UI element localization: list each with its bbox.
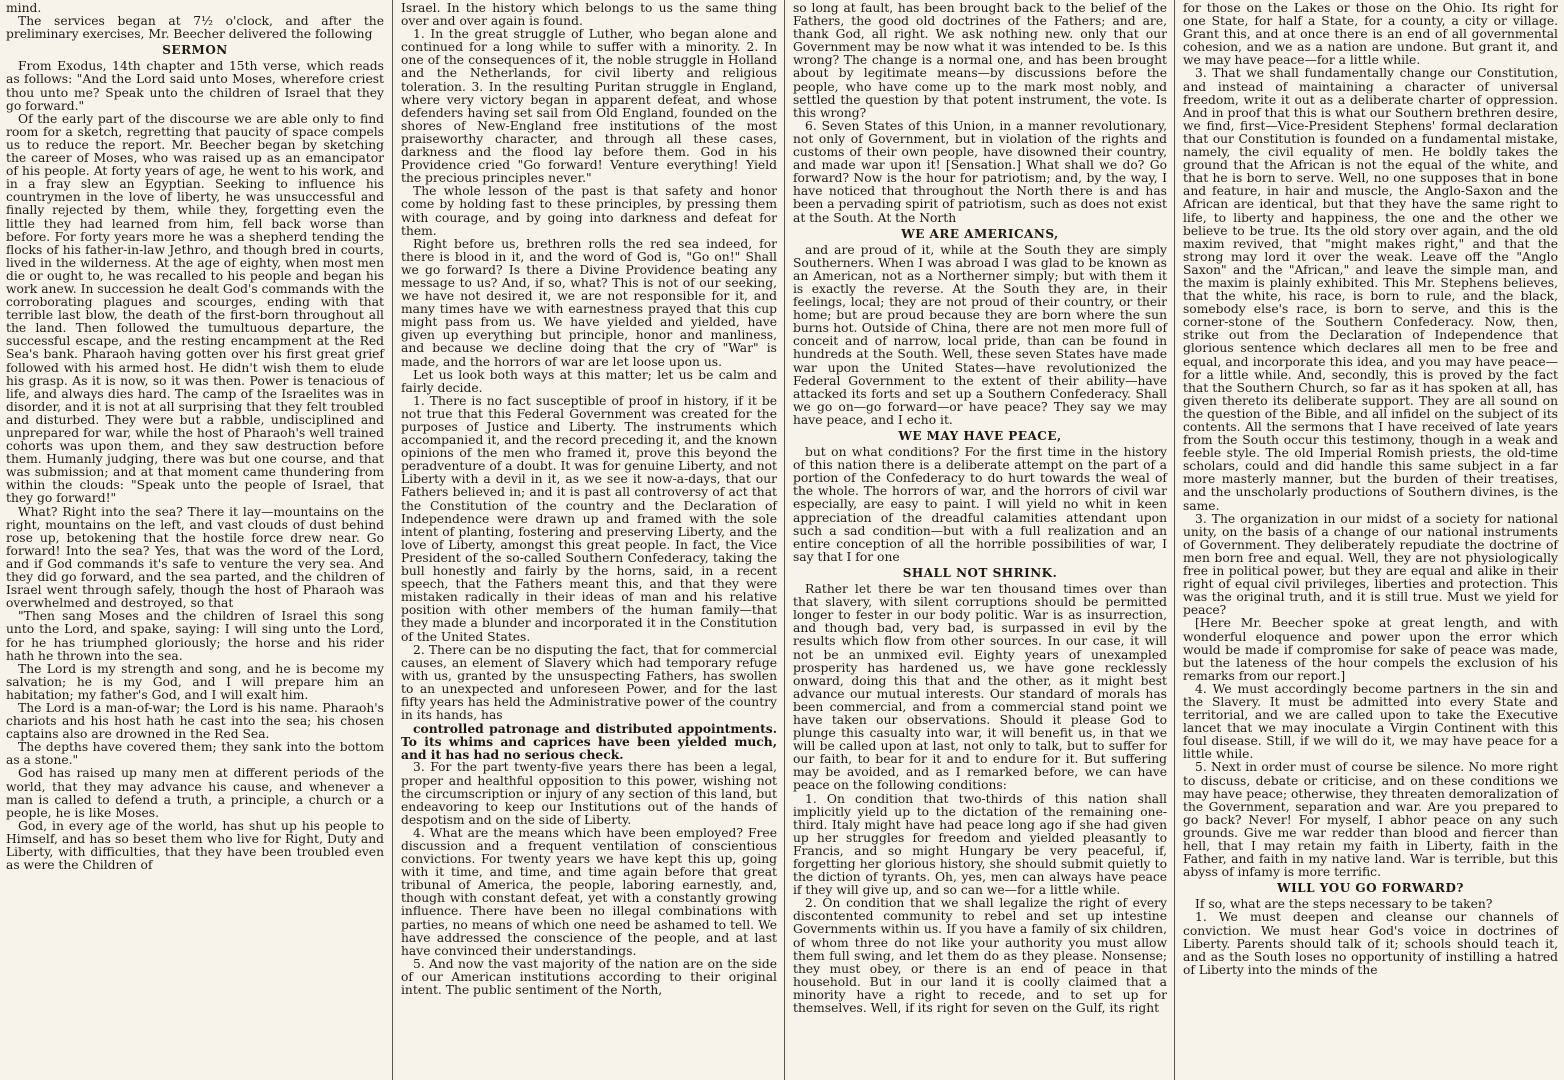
column-2 [395,0,783,1080]
paragraph: If so, what are the steps necessary to be taken? [1195,897,1493,912]
paragraph: God, in every age of the world, has shut up his people to Himself, and has so beset them who live for Right, Duty and Liberty, with difficulties, that they have been troubled even as were the Children of [6,818,384,873]
column-rule [784,0,785,1080]
paragraph: The depths have covered them; they sank into the bottom as a stone." [6,740,384,768]
section-heading: SHALL NOT SHRINK. [902,565,1058,580]
paragraph: The services began at 7½ o'clock, and after the preliminary exercises, Mr. Beecher delivered the following [6,14,384,42]
paragraph: 6. Seven States of this Union, in a manner revolutionary, not only of Government, but in violation of the rights and customs of their own people, have disowned their country, and made war upon it! [Sensation.] What shall we do? Go forward? Now is the hour for patriotism; and, by the way, I have noticed that throughout the North there is and has been a pervading spirit of patriotism, such as does not exist at the South. At the North [793,118,1167,225]
paragraph: 2. On condition that we shall legalize the right of every discontented community to rebel and set up intestine Governments within us. If you have a family of six children, of whom three do not like your authority you must allow them full swing, and let them do as they please. Nonsense; they must obey, or there is an end of peace in that household. But in our land it is coolly claimed that a minority have a right to recede, and to set up for themselves. Well, if its right for seven on the Gulf, its right [793,896,1167,1016]
paragraph: God has raised up many men at different periods of the world, that they may advance his cause, and whenever a man is called to defend a truth, a principle, a church or a people, he is like Moses. [6,766,384,820]
paragraph: 3. For the part twenty-five years there has been a legal, proper and healthful opposition to this power, wishing not the circumscription or injury of any section of this land, but endeavoring to keep our Institutions out of the hands of despotism and on the side of Liberty. [401,760,777,827]
paragraph: 5. And now the vast majority of the nation are on the side of our American institutions according to their original intent. The public sentiment of the North, [401,956,777,998]
paragraph: [Here Mr. Beecher spoke at great length, and with wonderful eloquence and power upon the error which would be made if compromise for sake of peace was made, but the lateness of the hour compels the exclusion of his remarks from our report.] [1183,616,1558,683]
paragraph: 1. There is no fact susceptible of proof in history, if it be not true that this Federal Government was created for the purposes of Justice and Liberty. The instruments which accompanied it, and the record preceding it, and the known opinions of the men who framed it, prove this beyond the peradventure of a doubt. It was for genuine Liberty, and not Liberty with a devil in it, as we see it now-a-days, that our Fathers believed in; and it is past all controversy of act that the Constitution of the country and the Declaration of Independence were drawn up and framed with the sole intent of planting, fostering and preserving Liberty, and the love of Liberty, amongst this great people. In fact, the Vice President of the so-called Southern Confederacy, taking the bull honestly and fairly by the horns, said, in a recent speech, that the Fathers meant this, and that they were mistaken radically in their ideas of man and his relative position with other members of the human family—that they made a blunder and incorporated it in the Constitution of the United States. [401,393,777,644]
section-heading: WE ARE AMERICANS, [901,226,1059,241]
paragraph: and are proud of it, while at the South they are simply Southerners. When I was abroad I was glad to be known as an American, not as a Northerner simply; but with them it is exactly the reverse. At the South they are, in their feelings, local; they are not proud of their country, or their home; but are proud because they are born where the sun burns hot. Outside of China, there are not men more full of conceit and of narrow, local pride, than can be found in hundreds at the South. Well, these seven States have made war upon the United States—have revolutionized the Federal Government to the extent of their ability—have attacked its forts and set up a Southern Confederacy. Shall we go on—go forward—or have peace? They say we may have peace, and I echo it. [793,242,1167,427]
section-heading: WE MAY HAVE PEACE, [898,429,1062,443]
paragraph: Let us look both ways at this matter; let us be calm and fairly decide. [401,367,777,395]
paragraph: 1. On condition that two-thirds of this nation shall implicitly yield up to the dictation of the remaining one-third. Italy might have had peace long ago if she had given up her struggles for freedom and yielded pleasantly to Francis, and so might Hungary be very peaceful, if, forgetting her glorious history, she should submit quietly to the diction of tyrants. Oh, yes, men can always have peace if they will give up, and so can we—for a little while. [793,791,1167,898]
paragraph: Of the early part of the discourse we are able only to find room for a sketch, regretting that paucity of space compels us to reduce the report. Mr. Beecher began by sketching the career of Moses, who was raised up as an emancipator of his people. At forty years of age, he went to his work, and in a fray slew an Egyptian. Seeking to influence his countrymen in the love of liberty, he was unsuccessful and finally rejected by them, while they, forgetting even the little they had learned from him, fell back worse than before. For forty years more he was a shepherd tending the flocks of his father-in-law Jethro, and though bred in courts, lived in the wilderness. At the age of eighty, when most men die or ought to, he was recalled to his people and began his work anew. In succession he dealt God's commands with the corroborating plagues and scourges, ending with that terrible last blow, the death of the first-born throughout all the land. Then followed the tumultuous departure, the successful escape, and the resting encampment at the Red Sea's bank. Pharaoh having gotten over his first great grief followed with his armed host. He didn't wish them to elude his grasp. As it is now, so it was then. Power is tenacious of life, and always dies hard. The camp of the Israelites was in disorder, and it is not at all surprising that they felt troubled and disturbed. They were but a rabble, undisciplined and unprepared for war, while the host of Pharaoh's well trained cohorts was upon them, and they saw destruction before them. Humanly judging, there was but one course, and that was submission; and at that moment came thundering from within the clouds: "Speak unto the people of Israel, that they go forward!" [6,111,384,506]
paragraph: 3. That we shall fundamentally change our Constitution, and instead of maintaining a character of universal freedom, write it out as a deliberate charter of oppression. And in proof that this is what our Southern brethren desire, we find, first—Vice-President Stephens' formal declaration that our Constitution is founded on a fundamental mistake, namely, the civil equality of men. He boldly takes the ground that the African is not the equal of the white, and that he is born to serve. Well, no one supposes that in bone and feature, in hair and muscle, the Anglo-Saxon and the African are identical, but that they have the same right to life, to liberty and happiness, the one and the other we believe to be true. Its the old story over again, and the old maxim revived, that "might makes right," and that the strong may lord it over the weak. Leave off the "Anglo Saxon" and the "African," and leave the simple man, and the maxim is plainly exhibited. This Mr. Stephens believes, that the white, his race, is born to rule, and the black, somebody else's race, is born to serve, and this is the corner-stone of the Southern Confederacy. Now, then, strike out from the Declaration of Independence that glorious sentence which declares all men to be free and equal, and incorporate this idea, and you may have peace—for a little while. And, secondly, this is proved by the fact that the Southern Church, so far as it has spoken at all, has given thereto its deliberate support. They are all sound on the question of the Bible, and all infidel on the subject of its contents. All the sermons that I have received of late years from the South occur this testimony, though in a weak and feeble style. The old Imperial Romish priests, the old-time scholars, could and did handle this same subject in a far more masterly manner, but the burden of their treatises, and the unscholarly productions of Southern divines, is the same. [1183,66,1558,513]
paragraph: The Lord is my strength and song, and he is become my salvation; he is my God, and I will prepare him an habitation; my father's God, and I will exalt him. [6,661,384,702]
paragraph: 2. There can be no disputing the fact, that for commercial causes, an element of Slavery which had temporary refuge with us, granted by the unsuspecting Fathers, has swollen to an unexpected and unforeseen Power, and for the last fifty years has held the Administrative power of the country in its hands, has [401,642,777,723]
paragraph: 4. We must accordingly become partners in the sin and the Slavery. It must be admitted into every State and territorial, and we are called upon to take the Executive lancet that we may inoculate a Virgin Continent with this foul disease. Still, if we will do it, we may have peace for a little while. [1183,681,1558,762]
paragraph: 3. The organization in our midst of a society for national unity, on the basis of a change of our national instruments of Government. They deliberately repudiate the doctrine of men born free and equal. Well, they are not physiologically free in political power, but they are equal and alike in their right of equal civil privileges, liberties and protection. This was the original truth, and it is still true. Must we yield for peace? [1183,511,1558,618]
paragraph: 5. Next in order must of course be silence. No more right to discuss, debate or criticise, and on these conditions we may have peace; otherwise, they threaten demoralization of the Government, separation and war. Are you prepared to go back? Never! For myself, I abhor peace on any such grounds. Give me war redder than blood and fiercer than hell, that I may retain my faith in Liberty, faith in the Father, and faith in my native land. War is terrible, but this abyss of infamy is more terrific. [1183,760,1558,880]
paragraph: 4. What are the means which have been employed? Free discussion and a frequent ventilation of conscientious convictions. For twenty years we have kept this up, going with it time, and time, and time again before that great tribunal of America, the people, laboring earnestly, and, though with constant defeat, yet with a constantly growing influence. There have been no illegal combinations with parties, no means of which one need be ashamed to tell. We have addressed the conscience of the people, and at last have convinced their understandings. [401,825,777,958]
paragraph: 1. We must deepen and cleanse our channels of conviction. We must hear God's voice in doctrines of Liberty. Parents should talk of it; schools should teach it, and as the South loses no opportunity of instilling a hatred of Liberty into the minds of the [1183,910,1558,977]
paragraph: Israel. In the history which belongs to us the same thing over and over again is found. [401,1,777,29]
paragraph: 1. In the great struggle of Luther, who began alone and continued for a long while to suffer with a minority. 2. In one of the consequences of it, the noble struggle in Holland and the Netherlands, for civil liberty and religious toleration. 3. In the resulting Puritan struggle in England, where very victory began in apparent defeat, and whose defenders having set sail from Old England, founded on the shores of New-England free institutions of the most praiseworthy character, and through all these cases, darkness and the flood lay before them. God in his Providence cried "Go forward! Venture everything! Yield the precious principles never." [401,27,777,186]
paragraph: so long at fault, has been brought back to the belief of the Fathers, the good old doctrines of the Fathers; and are, thank God, all right. We ask nothing new. only that our Government may be now what it was intended to be. Is this wrong? The change is a normal one, and has been brought about by legitimate means—by discussions before the people, who have come up to the mark most nobly, and settled the question by that potent instrument, the vote. Is this wrong? [793,1,1167,120]
paragraph: "Then sang Moses and the children of Israel this song unto the Lord, and spake, saying: I will sing unto the Lord, for he has triumphed gloriously; the horse and his rider hath he thrown into the sea. [6,609,384,663]
section-heading: SERMON [162,43,228,58]
column-3 [787,0,1173,1080]
paragraph: Right before us, brethren rolls the red sea indeed, for there is blood in it, and the word of God is, "Go on!" Shall we go forward? Is there a Divine Providence beating any message to us? And, if so, what? This is not of our seeking, we have not desired it, we are not responsible for it, and many times have we with earnestness prayed that this cup might pass from us. We have yielded and yielded, have given up everything but principle, honor and manliness, and because we decline doing that the cry of "War" is made, and the horrors of war are let loose upon us. [401,236,777,369]
column-rule [392,0,393,1080]
section-heading: WILL YOU GO FORWARD? [1277,881,1464,896]
paragraph: for those on the Lakes or those on the Ohio. Its right for one State, for half a State, for a county, a city or village. Grant this, and at once there is an end of all governmental cohesion, and we as a nation are undone. But grant it, and we may have peace—for a little while. [1183,1,1558,68]
paragraph: From Exodus, 14th chapter and 15th verse, which reads as follows: "And the Lord said unto Moses, wherefore criest thou unto me? Speak unto the children of Israel that they go forward." [6,59,384,113]
paragraph: mind. [6,1,42,15]
paragraph: What? Right into the sea? There it lay—mountains on the right, mountains on the left, and vast clouds of dust behind rose up, betokening that the hostile force drew near. Go forward! Into the sea? Yes, that was the word of the Lord, and if God commands it's safe to venture the very sea. And they did go forward, and the sea parted, and the children of Israel went through safely, though the host of Pharaoh was overwhelmed and destroyed, so that [6,504,384,611]
column-1 [0,0,390,1080]
paragraph: The whole lesson of the past is that safety and honor come by holding fast to these principles, by pressing them with courage, and by going into darkness and defeat for them. [401,184,777,238]
column-rule [1174,0,1175,1080]
paragraph: but on what conditions? For the first time in the history of this nation there is a deliberate attempt on the part of a portion of the Confederacy to do hurt towards the weal of the whole. The horrors of war, and the horrors of civil war especially, are easy to paint. I will yield no whit in keen appreciation of the dreadful calamities attendant upon such a sad condition—but with a full realization and an entire conception of all the horrible possibilities of war, I say that I for one [793,445,1167,564]
paragraph: controlled patronage and distributed appointments. To its whims and caprices have been yielded much, and it has had no serious check. [401,721,777,763]
paragraph: Rather let there be war ten thousand times over than that slavery, with silent corruptions should be permitted longer to fester in our body politic. War is as insurrection, and though bad, very bad, is surpassed in evil by the results which flow from other sources. In our case, it will not be an unmixed evil. Eighty years of unexampled prosperity has hardened us, we have gone recklessly onward, doing this that and the other, as it might best advance our mutual interests. Our standard of morals has been commercial, and from a commercial stand point we have taken our observations. Should it please God to plunge this casualty into war, it will benefit us, in that we will be called upon at last, not only to talk, but to suffer for our faith, to bear for it and to endure for it. But suffering may be avoided, and as I remarked before, we can have peace on the following conditions: [793,582,1167,793]
paragraph: The Lord is a man-of-war; the Lord is his name. Pharaoh's chariots and his host hath he cast into the sea; his chosen captains also are drowned in the Red Sea. [6,700,384,742]
column-4 [1177,0,1564,1080]
